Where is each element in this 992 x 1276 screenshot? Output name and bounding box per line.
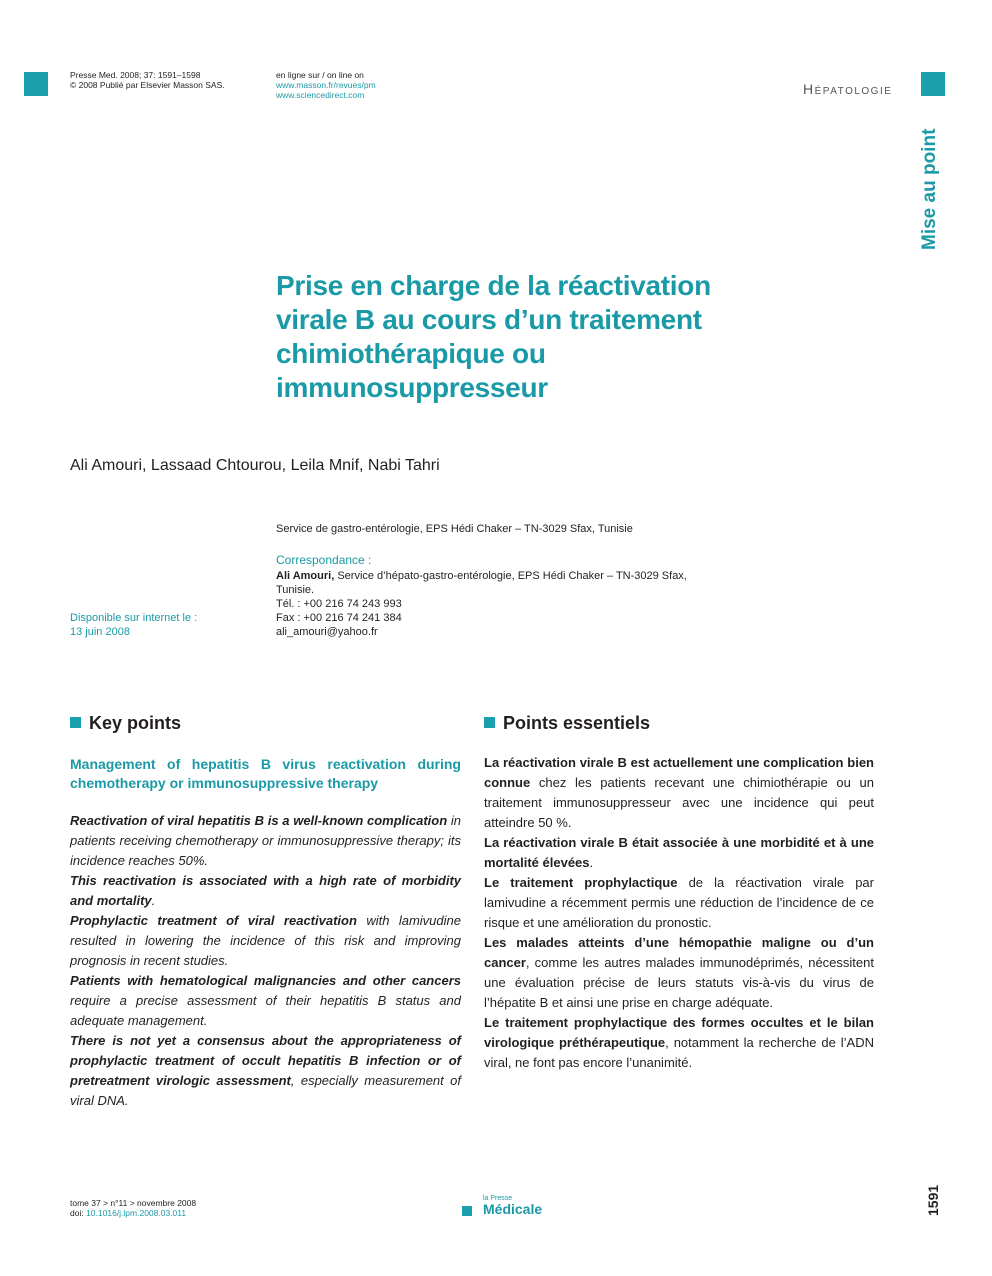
point-item xyxy=(484,1013,874,1073)
key-point-text: in patients receiving chemotherapy or immunosuppressive therapy; its incidence reaches 50%. xyxy=(70,813,462,868)
point-item xyxy=(484,833,874,873)
availability xyxy=(70,611,197,639)
key-point-bold: Patients with hematological malignancies and other cancers xyxy=(70,973,461,988)
doi-label: doi: xyxy=(70,1208,87,1218)
key-points-heading xyxy=(70,713,181,734)
copyright-line: © 2008 Publié par Elsevier Masson SAS. xyxy=(70,80,225,90)
point-text: , comme les autres malades immunodéprimés, nécessitent une évaluation précise de leurs statuts vis-à-vis du virus de l’hépatite B et ainsi une prise en charge adéquate. xyxy=(484,955,874,1010)
email[interactable]: ali_amouri@yahoo.fr xyxy=(276,626,378,638)
journal-citation: Presse Med. 2008; 37: 1591–1598 xyxy=(70,70,201,80)
key-points-title: Key points xyxy=(89,713,182,733)
corner-square-left xyxy=(24,72,48,96)
key-point-bold: This reactivation is associated with a high rate of morbidity and mortality xyxy=(70,873,461,908)
key-point-text: . xyxy=(151,893,156,908)
point-item xyxy=(484,753,874,833)
online-label: en ligne sur / on line on xyxy=(276,70,364,80)
section-label: Hépatologie xyxy=(803,81,893,97)
correspondence-block xyxy=(276,553,736,639)
sciencedirect-link[interactable]: www.sciencedirect.com xyxy=(276,90,365,100)
point-text: . xyxy=(589,855,594,870)
correspondence-address: Service d’hépato-gastro-entérologie, EPS Hédi Chaker – TN-3029 Sfax, xyxy=(334,570,687,582)
issue-line: tome 37 > n°11 > novembre 2008 xyxy=(70,1198,197,1208)
key-point-item xyxy=(70,811,461,871)
logo-big-text: Médicale xyxy=(483,1201,543,1217)
telephone: Tél. : +00 216 74 243 993 xyxy=(276,598,402,610)
key-point-item xyxy=(70,971,461,1031)
title-line: virale B au cours d’un traitement xyxy=(276,304,702,335)
authors: Ali Amouri, Lassaad Chtourou, Leila Mnif, Nabi Tahri xyxy=(70,457,440,474)
key-point-text: require a precise assessment of their hepatitis B status and adequate management. xyxy=(70,993,461,1028)
affiliation: Service de gastro-entérologie, EPS Hédi Chaker – TN-3029 Sfax, Tunisie xyxy=(276,523,633,535)
masson-link[interactable]: www.masson.fr/revues/pm xyxy=(276,80,376,90)
available-label: Disponible sur internet le : xyxy=(70,612,198,624)
point-bold: Les malades atteints d’une hémopathie maligne ou d’un cancer xyxy=(484,935,874,970)
issue-info xyxy=(70,1198,196,1218)
article-title xyxy=(276,269,796,405)
section-bullet-icon xyxy=(484,717,495,728)
points-essentiels-title: Points essentiels xyxy=(503,713,651,733)
footer-square xyxy=(462,1206,472,1216)
corresponding-author: Ali Amouri, xyxy=(276,570,335,582)
journal-reference xyxy=(70,70,225,90)
logo-small-text: la Presse xyxy=(483,1195,513,1202)
key-point-item xyxy=(70,871,461,911)
title-line: immunosuppresseur xyxy=(276,372,548,403)
page-number: 1591 xyxy=(925,1184,941,1216)
key-points-subtitle: Management of hepatitis B virus reactivation during chemotherapy or immunosuppressive therapy xyxy=(70,756,461,791)
available-date: 13 juin 2008 xyxy=(70,626,130,638)
correspondence-country: Tunisie. xyxy=(276,584,315,596)
points-essentiels-list xyxy=(484,753,874,1073)
journal-logo xyxy=(483,1195,542,1217)
point-bold: La réactivation virale B était associée à une morbidité et à une mortalité élevées xyxy=(484,835,874,870)
point-text: , notamment la recherche de l’ADN viral, ne font pas encore l’unanimité. xyxy=(484,1035,875,1070)
key-point-bold: Reactivation of viral hepatitis B is a well-known complication xyxy=(70,813,448,828)
doi-link[interactable]: 10.1016/j.lpm.2008.03.011 xyxy=(86,1208,187,1218)
key-point-bold: There is not yet a consensus about the appropriateness of prophylactic treatment of occult hepatitis B infection or of pretreatment virologic assessment xyxy=(70,1033,461,1088)
side-label: Mise au point xyxy=(919,128,940,250)
key-points-list xyxy=(70,811,461,1111)
section-bullet-icon xyxy=(70,717,81,728)
title-line: chimiothérapique ou xyxy=(276,338,546,369)
online-links xyxy=(276,70,376,100)
key-point-bold: Prophylactic treatment of viral reactivation xyxy=(70,913,357,928)
corner-square-right xyxy=(921,72,945,96)
points-essentiels-heading xyxy=(484,713,650,734)
fax: Fax : +00 216 74 241 384 xyxy=(276,612,402,624)
point-bold: Le traitement prophylactique xyxy=(484,875,678,890)
point-item xyxy=(484,873,874,933)
key-point-text: with lamivudine resulted in lowering the incidence of this risk and improving prognosis in recent studies. xyxy=(70,913,461,968)
key-point-item xyxy=(70,1031,461,1111)
point-bold: La réactivation virale B est actuellement une complication bien connue xyxy=(484,755,874,790)
key-point-text: , especially measurement of viral DNA. xyxy=(70,1073,461,1108)
correspondence-label: Correspondance : xyxy=(276,553,372,567)
point-item xyxy=(484,933,874,1013)
point-text: chez les patients recevant une chimiothérapie ou un traitement immunosuppresseur avec une incidence qui peut atteindre 50 %. xyxy=(484,775,874,830)
title-line: Prise en charge de la réactivation xyxy=(276,270,711,301)
point-text: de la réactivation virale par lamivudine a récemment permis une réduction de l’incidence de ce risque et une amélioration du pronostic. xyxy=(484,875,874,930)
key-point-item xyxy=(70,911,461,971)
point-bold: Le traitement prophylactique des formes occultes et le bilan virologique préthérapeutique xyxy=(484,1015,874,1050)
